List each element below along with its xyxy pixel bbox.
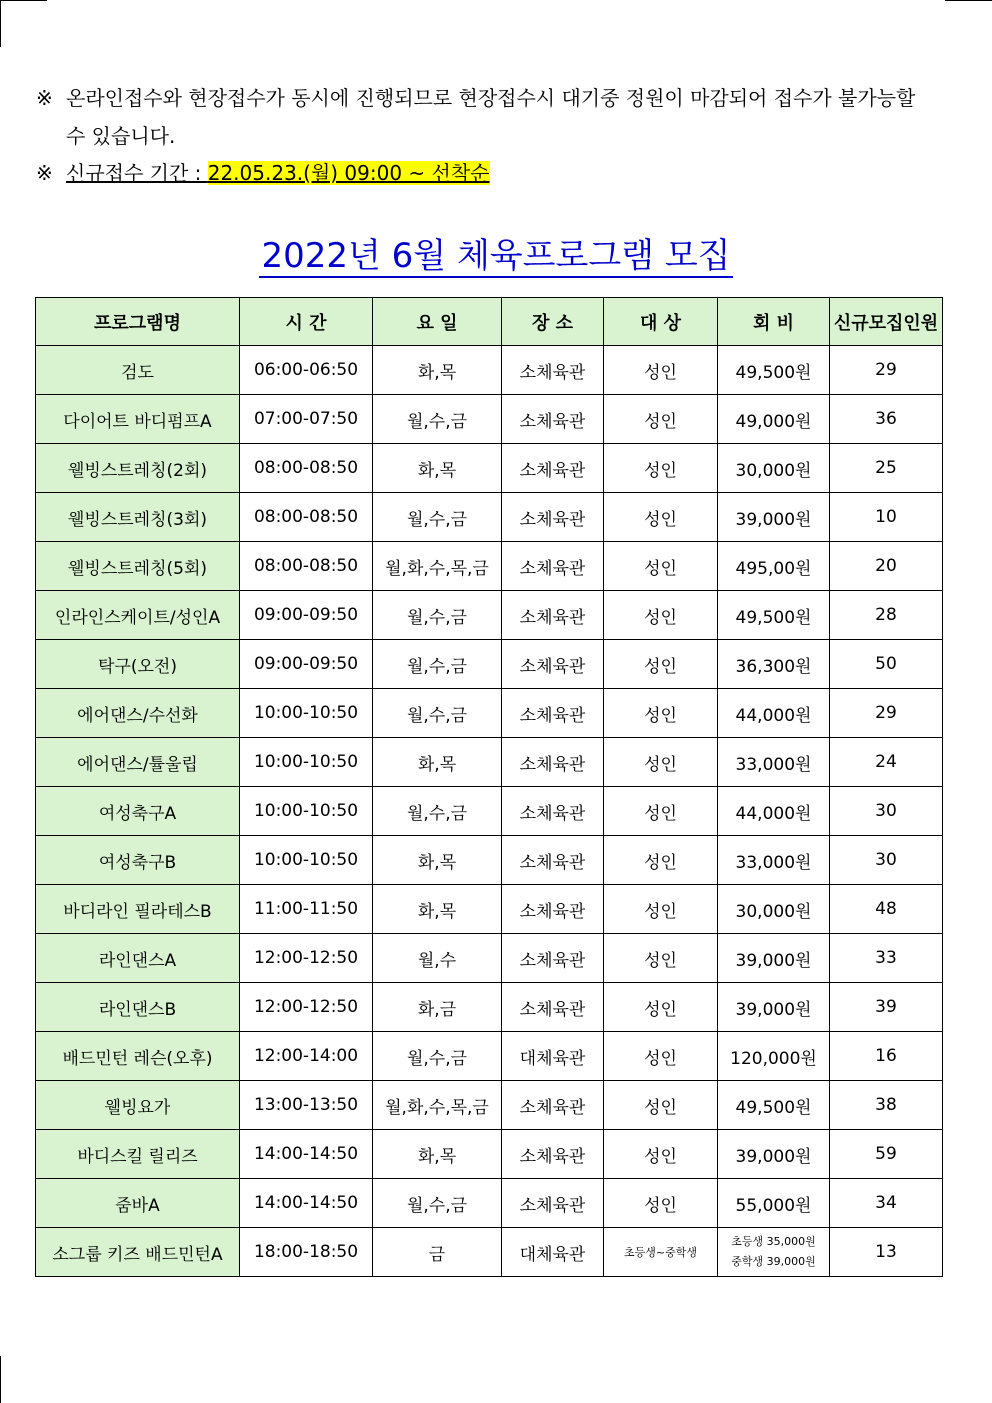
program-fee: 39,000원 xyxy=(718,1130,830,1179)
period-value: 22.05.23.(월) 09:00 ~ 선착순 xyxy=(207,161,490,185)
program-fee: 495,00원 xyxy=(718,542,830,591)
program-days: 화,목 xyxy=(373,1130,502,1179)
corner-mark-top-left-v xyxy=(0,0,1,47)
program-days: 월,수,금 xyxy=(373,1032,502,1081)
header-fee: 회 비 xyxy=(718,298,830,346)
program-fee-line1: 초등생 35,000원 xyxy=(731,1235,816,1248)
program-fee xyxy=(718,1228,830,1277)
program-count: 16 xyxy=(830,1032,943,1081)
program-place: 소체육관 xyxy=(502,542,604,591)
program-time: 13:00-13:50 xyxy=(240,1081,373,1130)
program-fee-line2: 중학생 39,000원 xyxy=(731,1255,816,1268)
program-days: 화,금 xyxy=(373,983,502,1032)
program-fee: 39,000원 xyxy=(718,493,830,542)
program-target: 성인 xyxy=(604,1032,718,1081)
program-target: 성인 xyxy=(604,1130,718,1179)
table-row xyxy=(36,983,943,1032)
program-count: 33 xyxy=(830,934,943,983)
program-fee: 120,000원 xyxy=(718,1032,830,1081)
program-target: 성인 xyxy=(604,885,718,934)
program-target: 성인 xyxy=(604,836,718,885)
header-count: 신규모집인원 xyxy=(830,298,943,346)
table-row xyxy=(36,1130,943,1179)
program-target: 성인 xyxy=(604,1179,718,1228)
program-fee: 44,000원 xyxy=(718,689,830,738)
program-name: 에어댄스/수선화 xyxy=(36,689,240,738)
program-days: 월,수,금 xyxy=(373,689,502,738)
program-count: 10 xyxy=(830,493,943,542)
table-row xyxy=(36,346,943,395)
program-fee: 33,000원 xyxy=(718,738,830,787)
header-program: 프로그램명 xyxy=(36,298,240,346)
program-target: 성인 xyxy=(604,444,718,493)
program-place: 대체육관 xyxy=(502,1228,604,1277)
program-fee: 49,000원 xyxy=(718,395,830,444)
program-fee: 44,000원 xyxy=(718,787,830,836)
program-target: 성인 xyxy=(604,542,718,591)
program-time: 09:00-09:50 xyxy=(240,591,373,640)
table-row xyxy=(36,1081,943,1130)
program-days: 월,수,금 xyxy=(373,640,502,689)
table-row xyxy=(36,640,943,689)
program-days: 월,수,금 xyxy=(373,395,502,444)
program-name: 웰빙스트레칭(3회) xyxy=(36,493,240,542)
program-name: 바디스킬 릴리즈 xyxy=(36,1130,240,1179)
program-place: 소체육관 xyxy=(502,346,604,395)
program-days: 월,수,금 xyxy=(373,1179,502,1228)
program-name: 여성축구B xyxy=(36,836,240,885)
program-days: 월,수,금 xyxy=(373,493,502,542)
program-target: 성인 xyxy=(604,591,718,640)
program-fee: 49,500원 xyxy=(718,346,830,395)
header-days: 요 일 xyxy=(373,298,502,346)
program-place: 소체육관 xyxy=(502,885,604,934)
program-days: 월,화,수,목,금 xyxy=(373,542,502,591)
program-fee: 39,000원 xyxy=(718,934,830,983)
program-place: 소체육관 xyxy=(502,1130,604,1179)
program-time: 08:00-08:50 xyxy=(240,444,373,493)
program-count: 48 xyxy=(830,885,943,934)
notice-mark: ※ xyxy=(36,161,53,185)
period-label: 신규접수 기간 : xyxy=(66,161,208,185)
program-target: 성인 xyxy=(604,738,718,787)
program-name: 검도 xyxy=(36,346,240,395)
program-name: 웰빙스트레칭(2회) xyxy=(36,444,240,493)
program-time: 14:00-14:50 xyxy=(240,1130,373,1179)
table-row xyxy=(36,1179,943,1228)
program-count: 28 xyxy=(830,591,943,640)
program-name: 배드민턴 레슨(오후) xyxy=(36,1032,240,1081)
program-name: 인라인스케이트/성인A xyxy=(36,591,240,640)
program-place: 소체육관 xyxy=(502,934,604,983)
program-time: 10:00-10:50 xyxy=(240,689,373,738)
program-fee: 55,000원 xyxy=(718,1179,830,1228)
program-fee: 39,000원 xyxy=(718,983,830,1032)
program-name: 소그룹 키즈 배드민턴A xyxy=(36,1228,240,1277)
table-row xyxy=(36,444,943,493)
program-time: 10:00-10:50 xyxy=(240,738,373,787)
program-place: 소체육관 xyxy=(502,395,604,444)
program-days: 화,목 xyxy=(373,346,502,395)
program-time: 10:00-10:50 xyxy=(240,787,373,836)
program-count: 30 xyxy=(830,787,943,836)
program-place: 소체육관 xyxy=(502,836,604,885)
program-time: 08:00-08:50 xyxy=(240,493,373,542)
table-row xyxy=(36,493,943,542)
program-table xyxy=(35,297,943,1277)
notice-online-onsite xyxy=(36,86,915,110)
program-time: 09:00-09:50 xyxy=(240,640,373,689)
program-place: 소체육관 xyxy=(502,444,604,493)
program-place: 소체육관 xyxy=(502,738,604,787)
table-row xyxy=(36,885,943,934)
program-count: 34 xyxy=(830,1179,943,1228)
program-days: 화,목 xyxy=(373,738,502,787)
program-time: 12:00-12:50 xyxy=(240,983,373,1032)
program-target: 성인 xyxy=(604,395,718,444)
program-target: 성인 xyxy=(604,934,718,983)
program-days: 금 xyxy=(373,1228,502,1277)
table-row xyxy=(36,395,943,444)
program-fee: 49,500원 xyxy=(718,591,830,640)
program-name: 라인댄스B xyxy=(36,983,240,1032)
notice-mark: ※ xyxy=(36,86,53,110)
program-days: 화,목 xyxy=(373,885,502,934)
table-row xyxy=(36,542,943,591)
program-time: 11:00-11:50 xyxy=(240,885,373,934)
page-title-text: 2022년 6월 체육프로그램 모집 xyxy=(261,236,731,276)
program-count: 50 xyxy=(830,640,943,689)
table-row xyxy=(36,1032,943,1081)
program-place: 대체육관 xyxy=(502,1032,604,1081)
program-days: 화,목 xyxy=(373,444,502,493)
program-fee: 33,000원 xyxy=(718,836,830,885)
program-count: 39 xyxy=(830,983,943,1032)
program-time: 08:00-08:50 xyxy=(240,542,373,591)
program-count: 24 xyxy=(830,738,943,787)
table-row xyxy=(36,787,943,836)
program-days: 월,수,금 xyxy=(373,591,502,640)
notice-text-line1: 온라인접수와 현장접수가 동시에 진행되므로 현장접수시 대기중 정원이 마감되어 접수가 불가능할 xyxy=(66,86,916,110)
program-days: 화,목 xyxy=(373,836,502,885)
program-count: 13 xyxy=(830,1228,943,1277)
notice-online-onsite-cont xyxy=(66,124,175,148)
program-name: 라인댄스A xyxy=(36,934,240,983)
program-count: 36 xyxy=(830,395,943,444)
program-target: 성인 xyxy=(604,346,718,395)
program-fee: 49,500원 xyxy=(718,1081,830,1130)
program-place: 소체육관 xyxy=(502,689,604,738)
program-fee: 36,300원 xyxy=(718,640,830,689)
program-count: 29 xyxy=(830,689,943,738)
program-count: 25 xyxy=(830,444,943,493)
program-count: 38 xyxy=(830,1081,943,1130)
program-days: 월,화,수,목,금 xyxy=(373,1081,502,1130)
header-time: 시 간 xyxy=(240,298,373,346)
notice-text-line1-cont: 수 있습니다. xyxy=(66,124,176,148)
header-place: 장 소 xyxy=(502,298,604,346)
program-days: 월,수 xyxy=(373,934,502,983)
program-time: 07:00-07:50 xyxy=(240,395,373,444)
notice-registration-period xyxy=(36,161,490,185)
program-place: 소체육관 xyxy=(502,493,604,542)
program-count: 30 xyxy=(830,836,943,885)
program-time: 10:00-10:50 xyxy=(240,836,373,885)
program-target: 성인 xyxy=(604,787,718,836)
table-row xyxy=(36,689,943,738)
program-time: 14:00-14:50 xyxy=(240,1179,373,1228)
program-time: 18:00-18:50 xyxy=(240,1228,373,1277)
table-row xyxy=(36,836,943,885)
program-place: 소체육관 xyxy=(502,787,604,836)
program-target: 성인 xyxy=(604,640,718,689)
table-row xyxy=(36,591,943,640)
program-name: 줌바A xyxy=(36,1179,240,1228)
program-name: 웰빙요가 xyxy=(36,1081,240,1130)
program-fee: 30,000원 xyxy=(718,885,830,934)
program-place: 소체육관 xyxy=(502,1081,604,1130)
table-row xyxy=(36,1228,943,1277)
program-name: 탁구(오전) xyxy=(36,640,240,689)
corner-mark-top-right-h xyxy=(945,0,992,1)
corner-mark-top-left-h xyxy=(0,0,47,1)
program-time: 12:00-14:00 xyxy=(240,1032,373,1081)
program-time: 06:00-06:50 xyxy=(240,346,373,395)
program-target: 성인 xyxy=(604,1081,718,1130)
program-name: 여성축구A xyxy=(36,787,240,836)
table-row xyxy=(36,738,943,787)
header-target: 대 상 xyxy=(604,298,718,346)
table-row xyxy=(36,934,943,983)
program-name: 웰빙스트레칭(5회) xyxy=(36,542,240,591)
program-target: 성인 xyxy=(604,689,718,738)
program-place: 소체육관 xyxy=(502,983,604,1032)
program-count: 59 xyxy=(830,1130,943,1179)
table-header-row xyxy=(36,298,943,346)
program-target: 초등생~중학생 xyxy=(604,1228,718,1277)
program-count: 20 xyxy=(830,542,943,591)
program-name: 에어댄스/튤울립 xyxy=(36,738,240,787)
program-place: 소체육관 xyxy=(502,640,604,689)
program-count: 29 xyxy=(830,346,943,395)
corner-mark-bottom-left-v xyxy=(0,1356,1,1403)
program-days: 월,수,금 xyxy=(373,787,502,836)
program-fee: 30,000원 xyxy=(718,444,830,493)
program-name: 바디라인 필라테스B xyxy=(36,885,240,934)
program-place: 소체육관 xyxy=(502,591,604,640)
program-name: 다이어트 바디펌프A xyxy=(36,395,240,444)
program-time: 12:00-12:50 xyxy=(240,934,373,983)
program-target: 성인 xyxy=(604,983,718,1032)
program-target: 성인 xyxy=(604,493,718,542)
page-title xyxy=(0,234,992,278)
program-place: 소체육관 xyxy=(502,1179,604,1228)
